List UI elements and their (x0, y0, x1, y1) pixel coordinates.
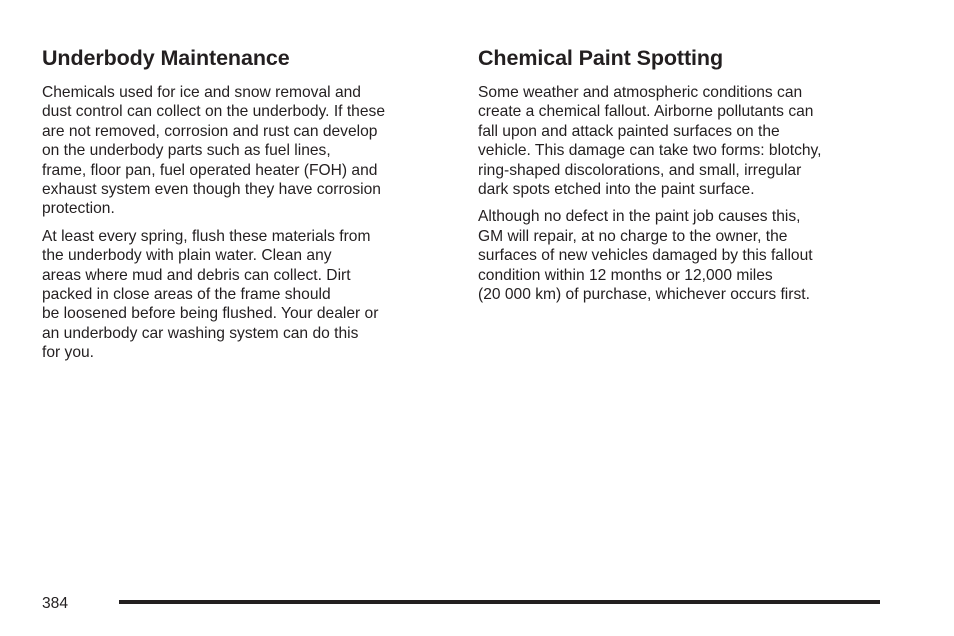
text-line: are not removed, corrosion and rust can develop (42, 122, 378, 140)
text-line: frame, floor pan, fuel operated heater (FOH) and (42, 161, 378, 179)
paragraph (42, 227, 442, 363)
footer-rule (119, 600, 880, 604)
text-line: protection. (42, 200, 115, 218)
text-line: surfaces of new vehicles damaged by this fallout (478, 247, 813, 265)
text-line: an underbody car washing system can do this (42, 324, 359, 342)
text-line: on the underbody parts such as fuel lines, (42, 142, 331, 160)
text-line: Chemicals used for ice and snow removal and (42, 84, 361, 101)
text-line: for you. (42, 344, 95, 362)
text-line: create a chemical fallout. Airborne pollutants can (478, 103, 814, 121)
text-line: At least every spring, flush these materials from (42, 227, 371, 245)
text-line: Some weather and atmospheric conditions can (478, 84, 803, 101)
text-line: areas where mud and debris can collect. Dirt (42, 266, 351, 284)
text-line: ring-shaped discolorations, and small, irregular (478, 161, 802, 179)
text-line: be loosened before being flushed. Your dealer or (42, 305, 379, 323)
text-line: exhaust system even though they have corrosion (42, 181, 381, 199)
right-column (478, 45, 878, 312)
text-line: Although no defect in the paint job causes this, (478, 208, 801, 226)
text-line: condition within 12 months or 12,000 miles (478, 266, 773, 284)
section-heading-chemical-paint-spotting: Chemical Paint Spotting (478, 46, 723, 70)
paragraph (478, 83, 878, 199)
left-column (42, 45, 442, 371)
section-heading-underbody-maintenance: Underbody Maintenance (42, 46, 290, 70)
text-line: packed in close areas of the frame should (42, 286, 331, 304)
text-line: vehicle. This damage can take two forms: blotchy, (478, 142, 822, 160)
paragraph (42, 83, 442, 219)
text-line: dark spots etched into the paint surface. (478, 181, 755, 199)
text-line: the underbody with plain water. Clean any (42, 247, 332, 265)
text-line: fall upon and attack painted surfaces on the (478, 122, 780, 140)
text-line: (20 000 km) of purchase, whichever occurs first. (478, 286, 810, 304)
page-number: 384 (42, 595, 69, 612)
text-line: dust control can collect on the underbody. If these (42, 103, 385, 121)
paragraph (478, 207, 878, 304)
text-line: GM will repair, at no charge to the owner, the (478, 227, 788, 245)
